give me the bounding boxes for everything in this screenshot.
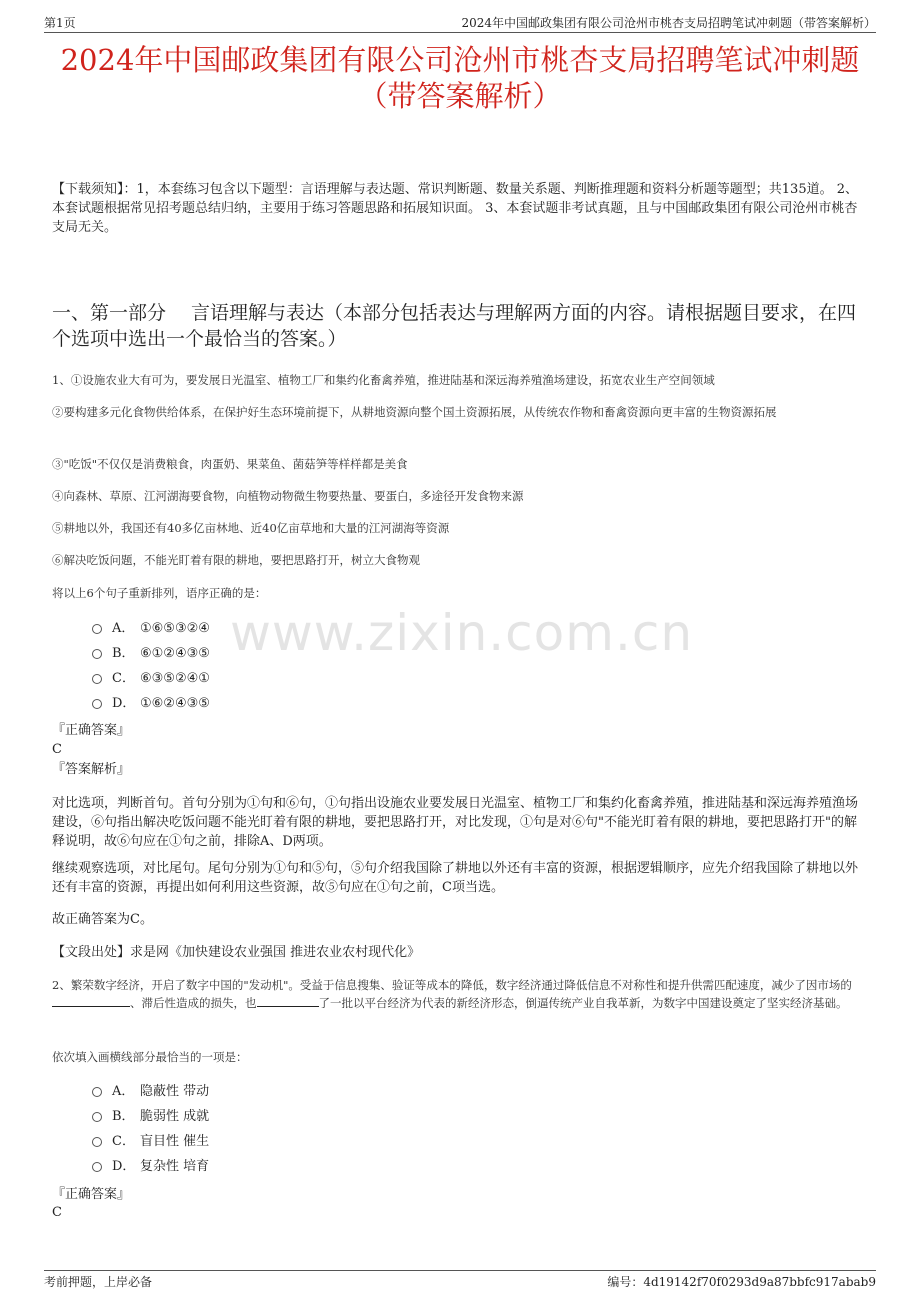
radio-icon[interactable] (92, 699, 102, 709)
radio-icon[interactable] (92, 1162, 102, 1172)
q1-sentence-4: ④向森林、草原、江河湖海要食物，向植物动物微生物要热量、要蛋白，多途径开发食物来源 (52, 489, 524, 503)
q1-sentence-1: 1、①设施农业大有可为，要发展日光温室、植物工厂和集约化畜禽养殖，推进陆基和深远海养殖渔场建设，拓宽农业生产空间领域 (52, 373, 715, 387)
document-title (40, 42, 880, 114)
q2-prompt: 依次填入画横线部分最恰当的一项是： (52, 1050, 248, 1064)
watermark: www.zixin.com.cn (230, 604, 694, 662)
q1-answer-label: 『正确答案』 (52, 723, 131, 738)
footer-slogan: 考前押题，上岸必备 (44, 1275, 153, 1289)
q1-analysis-label: 『答案解析』 (52, 762, 131, 777)
q1-option-a[interactable]: A． ①⑥⑤③②④ (92, 620, 210, 638)
q2-answer-label: 『正确答案』 (52, 1187, 131, 1202)
q1-sentence-3: ③"吃饭"不仅仅是消费粮食，肉蛋奶、果菜鱼、菌菇笋等样样都是美食 (52, 457, 408, 471)
title-line-2: （带答案解析） (358, 79, 562, 113)
q1-analysis-2: 继续观察选项，对比尾句。尾句分别为①句和⑤句，⑤句介绍我国除了耕地以外还有丰富的资源，根据逻辑顺序，应先介绍我国除了耕地以外还有丰富的资源，再提出如何利用这些资源，故⑤句应在①句之前，C项当选。 (52, 861, 859, 895)
q2-option-b[interactable]: B． 脆弱性 成就 (92, 1108, 209, 1126)
radio-icon[interactable] (92, 624, 102, 634)
page-footer (44, 1270, 876, 1291)
page-number: 第1页 (44, 16, 76, 30)
radio-icon[interactable] (92, 674, 102, 684)
q2-option-d[interactable]: D． 复杂性 培育 (92, 1158, 209, 1176)
q1-sentence-2: ②要构建多元化食物供给体系，在保护好生态环境前提下，从耕地资源向整个国土资源拓展，从传统农作物和畜禽资源向更丰富的生物资源拓展 (52, 405, 777, 419)
q2-option-a[interactable]: A． 隐蔽性 带动 (92, 1083, 209, 1101)
radio-icon[interactable] (92, 1112, 102, 1122)
q1-answer: C (52, 742, 62, 757)
q2-answer: C (52, 1205, 62, 1220)
blank-2 (257, 995, 319, 1007)
q1-sentence-5: ⑤耕地以外，我国还有40多亿亩林地、近40亿亩草地和大量的江河湖海等资源 (52, 521, 450, 535)
q2-option-c[interactable]: C． 盲目性 催生 (92, 1133, 209, 1151)
radio-icon[interactable] (92, 1087, 102, 1097)
blank-1 (52, 995, 130, 1007)
title-line-1: 2024年中国邮政集团有限公司沧州市桃杏支局招聘笔试冲刺题 (60, 43, 860, 77)
download-notice: 【下载须知】：1，本套练习包含以下题型：言语理解与表达题、常识判断题、数量关系题、判断推理题和资料分析题等题型；共135道。 2、本套试题根据常见招考题总结归纳，主要用于练习答题思路和拓展知识面。 3、本套试题非考试真题，且与中国邮政集团有限公司沧州市桃杏支局无关。 (52, 182, 858, 235)
q2-stem: 2、繁荣数字经济，开启了数字中国的"发动机"。受益于信息搜集、验证等成本的降低，数字经济通过降低信息不对称性和提升供需匹配速度，减少了因市场的、滞后性造成的损失，也 了一批以平台经济为代表的新经济形态，倒逼传统产业自我革新，为数字中国建设奠定了坚实经济基础。 (52, 978, 852, 1010)
page-header (44, 12, 876, 33)
q1-conclusion: 故正确答案为C。 (52, 912, 153, 927)
radio-icon[interactable] (92, 649, 102, 659)
footer-doc-id: 编号：4d19142f70f0293d9a87bbfc917abab9 (607, 1275, 876, 1289)
q1-analysis-1: 对比选项，判断首句。首句分别为①句和⑥句，①句指出设施农业要发展日光温室、植物工厂和集约化畜禽养殖，推进陆基和深远海养殖渔场建设，⑥句指出解决吃饭问题不能光盯着有限的耕地，要把思路打开，对比发现，①句是对⑥句"不能光盯着有限的耕地，要把思路打开"的解释说明，故⑥句应在①句之前，排除A、D两项。 (52, 796, 859, 849)
q1-sentence-6: ⑥解决吃饭问题，不能光盯着有限的耕地，要把思路打开，树立大食物观 (52, 553, 420, 567)
q1-option-d[interactable]: D． ①⑥②④③⑤ (92, 695, 210, 713)
q1-source: 【文段出处】求是网《加快建设农业强国 推进农业农村现代化》 (52, 945, 421, 960)
q1-option-c[interactable]: C． ⑥③⑤②④① (92, 670, 210, 688)
header-doc-title: 2024年中国邮政集团有限公司沧州市桃杏支局招聘笔试冲刺题（带答案解析） (461, 16, 876, 30)
q1-option-b[interactable]: B． ⑥①②④③⑤ (92, 645, 210, 663)
radio-icon[interactable] (92, 1137, 102, 1147)
q1-prompt: 将以上6个句子重新排列，语序正确的是： (52, 586, 267, 600)
section-heading: 一、第一部分 言语理解与表达（本部分包括表达与理解两方面的内容。请根据题目要求，在四个选项中选出一个最恰当的答案。） (52, 302, 857, 350)
